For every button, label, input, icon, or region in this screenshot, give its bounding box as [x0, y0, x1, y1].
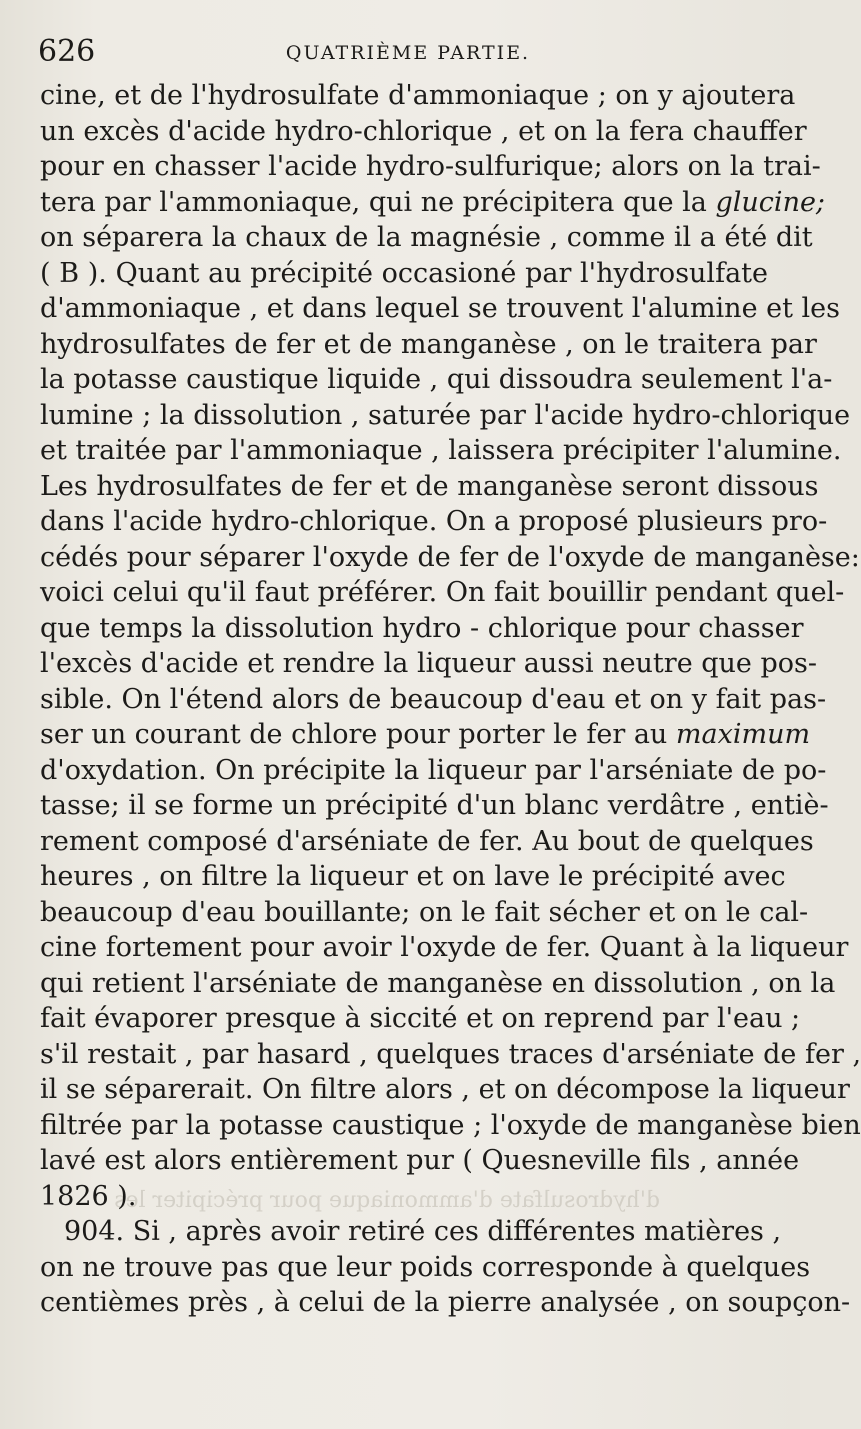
text-line: un excès d'acide hydro-chlorique , et on la fera chauffer — [40, 115, 807, 147]
text-line: heures , on filtre la liqueur et on lave le précipité avec — [40, 861, 786, 892]
text-line: la potasse caustique liquide , qui dissoudra seulement l'a- — [40, 364, 833, 395]
page-header — [38, 34, 778, 70]
text-line: dans l'acide hydro-chlorique. On a proposé plusieurs pro- — [40, 506, 828, 537]
text-segment: ser un courant de chlore pour porter le fer au — [40, 719, 668, 750]
text-line: voici celui qu'il faut préférer. On fait bouillir pendant quel- — [40, 577, 845, 608]
text-line: 1826 ). — [40, 1180, 137, 1212]
text-line: beaucoup d'eau bouillante; on le fait sécher et on le cal- — [40, 896, 809, 928]
text-line: fait évaporer presque à siccité et on reprend par l'eau ; — [40, 1003, 801, 1034]
page-number: 626 — [38, 34, 96, 69]
bleed-through-text: d'hydrosulfate d'ammoniaque pour précipiter les — [114, 1188, 660, 1213]
text-line: cédés pour séparer l'oxyde de fer de l'oxyde de manganèse: — [40, 541, 860, 573]
body-text — [40, 78, 861, 1321]
text-line: d'ammoniaque , et dans lequel se trouvent l'alumine et les — [40, 293, 841, 324]
text-line: Les hydrosulfates de fer et de manganèse seront dissous — [40, 470, 819, 502]
text-line: l'excès d'acide et rendre la liqueur aussi neutre que pos- — [40, 648, 818, 679]
text-line: et traitée par l'ammoniaque , laissera précipiter l'alumine. — [40, 435, 842, 466]
text-line: lumine ; la dissolution , saturée par l'acide hydro-chlorique — [40, 399, 851, 431]
text-line: on séparera la chaux de la magnésie , comme il a été dit — [40, 222, 813, 253]
text-line: cine fortement pour avoir l'oxyde de fer. Quant à la liqueur — [40, 932, 849, 963]
text-line: tasse; il se forme un précipité d'un blanc verdâtre , entiè- — [40, 790, 829, 821]
running-head: QUATRIÈME PARTIE. — [285, 42, 531, 64]
italic-term: glucine; — [715, 186, 826, 218]
text-line: on ne trouve pas que leur poids corresponde à quelques — [40, 1251, 811, 1283]
text-line — [40, 185, 826, 221]
text-line: cine, et de l'hydrosulfate d'ammoniaque ; on y ajoutera — [40, 80, 796, 111]
text-segment: tera par l'ammoniaque, qui ne précipitera que la — [40, 186, 707, 218]
text-line: rement composé d'arséniate de fer. Au bout de quelques — [40, 825, 814, 857]
text-line: sible. On l'étend alors de beaucoup d'eau et on y fait pas- — [40, 683, 827, 715]
text-line: filtrée par la potasse caustique ; l'oxyde de manganèse bien — [40, 1109, 861, 1141]
text-line: d'oxydation. On précipite la liqueur par l'arséniate de po- — [40, 754, 827, 786]
text-line — [40, 717, 811, 753]
text-line: ( B ). Quant au précipité occasioné par l'hydrosulfate — [40, 257, 768, 289]
text-line: que temps la dissolution hydro - chlorique pour chasser — [40, 612, 804, 644]
text-line: s'il restait , par hasard , quelques traces d'arséniate de fer , — [40, 1038, 861, 1070]
text-line: hydrosulfates de fer et de manganèse , on le traitera par — [40, 328, 817, 360]
text-line: lavé est alors entièrement pur ( Quesneville fils , année — [40, 1145, 800, 1176]
text-line: pour en chasser l'acide hydro-sulfurique; alors on la trai- — [40, 151, 821, 182]
text-line: il se séparerait. On filtre alors , et on décompose la liqueur — [40, 1074, 850, 1105]
italic-term: maximum — [675, 719, 811, 750]
paragraph-start-line: 904. Si , après avoir retiré ces différentes matières , — [64, 1216, 782, 1247]
text-line: centièmes près , à celui de la pierre analysée , on soupçon- — [40, 1287, 851, 1318]
text-line: qui retient l'arséniate de manganèse en dissolution , on la — [40, 967, 836, 999]
